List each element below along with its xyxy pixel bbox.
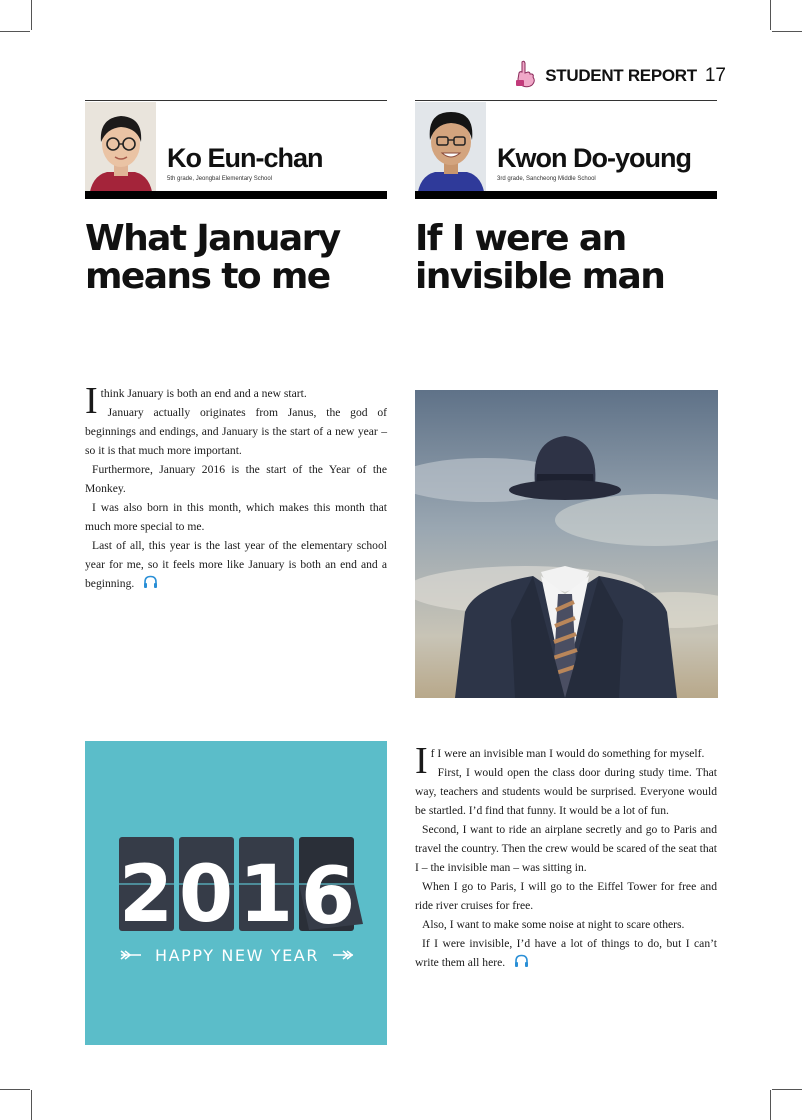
paragraph: Furthermore, January 2016 is the start of the Year of the Monkey. (85, 463, 387, 495)
paragraph: If I were invisible, I’d have a lot of things to do, but I can’t write them all here. (415, 934, 717, 973)
crop-mark (772, 1089, 802, 1090)
crop-mark (772, 31, 802, 32)
drop-cap: I (85, 380, 98, 422)
new-year-illustration (85, 741, 387, 1045)
crop-mark (31, 0, 32, 30)
article-body (415, 740, 717, 973)
article-headline (415, 220, 717, 296)
article-headline (85, 220, 387, 296)
calendar-digit: 6 (300, 852, 356, 942)
author-photo (415, 102, 486, 198)
page-number: 17 (704, 65, 726, 86)
author-school: 5th grade, Jeongbal Elementary School (167, 176, 273, 182)
article-body (85, 380, 387, 594)
author-block-right (415, 100, 717, 199)
author-name: Kwon Do-young (497, 143, 691, 173)
paragraph: Second, I want to ride an airplane secretly and go to Paris and travel the country. Then the crew would be scared of the seat that I – the invisible man – was sitting in. (415, 823, 717, 874)
author-name: Ko Eun-chan (167, 143, 323, 173)
calendar-digit: 0 (178, 850, 234, 940)
paragraph: If I were an invisible man I would do something for myself. (415, 740, 705, 782)
paragraph: Also, I want to make some noise at night to scare others. (422, 918, 685, 931)
page-header (513, 62, 726, 90)
paragraph: When I go to Paris, I will go to the Eiffel Tower for free and ride river cruises for free. (415, 880, 717, 912)
divider-bar (415, 191, 717, 199)
crop-mark (770, 0, 771, 30)
arrow-left-icon (121, 951, 141, 959)
calendar-digit: 1 (238, 850, 294, 940)
crop-mark (31, 1090, 32, 1120)
headline-line: means to me (85, 256, 330, 297)
crop-mark (0, 31, 30, 32)
section-label: STUDENT REPORT (545, 66, 697, 85)
author-school: 3rd grade, Sancheong Middle School (497, 176, 596, 182)
calendar-digit: 2 (118, 850, 174, 940)
headphones-icon (507, 954, 529, 973)
pointing-hand-icon (513, 60, 537, 93)
paragraph: I was also born in this month, which makes this month that much more special to me. (85, 501, 387, 533)
paragraph: Last of all, this year is the last year of the elementary school year for me, so it feels more like January is both an end and a beginning. (85, 536, 387, 594)
paragraph: First, I would open the class door during study time. That way, teachers and students would be surprised. Everyone would be startled. I’d find that funny. It would be a lot of fun. (415, 766, 717, 817)
paragraph: January actually originates from Janus, the god of beginnings and endings, and January is the start of a new year – so it is that much more important. (85, 406, 387, 457)
headline-line: What January (85, 218, 340, 259)
author-photo (85, 102, 156, 198)
paragraph: I think January is both an end and a new start. (85, 380, 307, 422)
greeting-text: HAPPY NEW YEAR (154, 946, 320, 965)
divider-bar (85, 191, 387, 199)
headphones-icon (136, 575, 158, 594)
arrow-right-icon (333, 951, 353, 959)
author-block-left (85, 100, 387, 199)
headline-line: invisible man (415, 256, 665, 297)
headline-line: If I were an (415, 218, 626, 259)
invisible-man-photo (415, 390, 718, 698)
crop-mark (770, 1090, 771, 1120)
crop-mark (0, 1089, 30, 1090)
drop-cap: I (415, 740, 428, 782)
